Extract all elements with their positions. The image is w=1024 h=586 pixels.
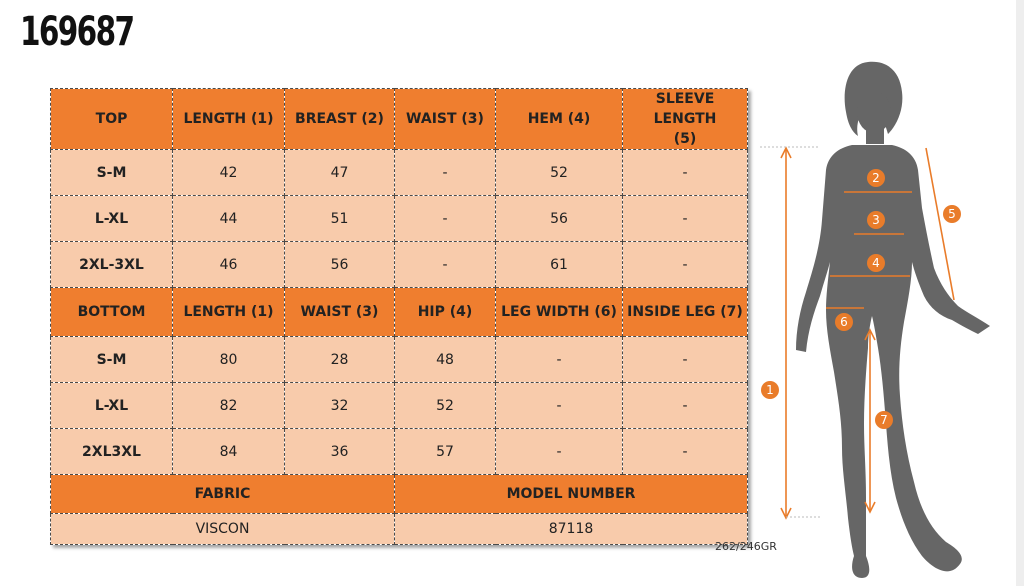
table-cell: 46 — [173, 242, 285, 288]
size-chart-table — [50, 88, 748, 545]
table-cell: 82 — [173, 383, 285, 429]
top-header-cell: BREAST (2) — [285, 89, 395, 150]
marker-1 — [761, 381, 779, 399]
bottom-header-cell: INSIDE LEG (7) — [623, 288, 748, 337]
marker-4 — [867, 254, 885, 272]
table-cell: 52 — [395, 383, 496, 429]
top-header-cell: HEM (4) — [496, 89, 623, 150]
size-label: L-XL — [51, 196, 173, 242]
table-cell: - — [496, 337, 623, 383]
bottom-header-cell: LENGTH (1) — [173, 288, 285, 337]
table-row — [51, 429, 748, 475]
top-header-cell: SLEEVE LENGTH (5) — [623, 89, 748, 150]
table-cell: 84 — [173, 429, 285, 475]
table-cell: - — [395, 150, 496, 196]
marker-6 — [835, 313, 853, 331]
marker-5 — [943, 205, 961, 223]
table-cell: - — [623, 196, 748, 242]
woman-silhouette — [796, 62, 990, 578]
svg-text:2: 2 — [872, 171, 880, 185]
table-row — [51, 337, 748, 383]
body-measurement-figure — [760, 55, 1016, 586]
fabric-value-row — [51, 514, 748, 545]
marker-3 — [867, 211, 885, 229]
top-header-cell: WAIST (3) — [395, 89, 496, 150]
table-cell: - — [623, 337, 748, 383]
table-row — [51, 196, 748, 242]
product-code: 169687 — [20, 9, 134, 55]
table-cell: 44 — [173, 196, 285, 242]
table-cell: 47 — [285, 150, 395, 196]
table-cell: - — [496, 383, 623, 429]
fabric-label: FABRIC — [51, 475, 395, 514]
top-header-row — [51, 89, 748, 150]
table-cell: - — [395, 196, 496, 242]
table-cell: 56 — [496, 196, 623, 242]
size-label: S-M — [51, 337, 173, 383]
table-cell: 36 — [285, 429, 395, 475]
top-header-cell: TOP — [51, 89, 173, 150]
table-cell: 61 — [496, 242, 623, 288]
model-number-value: 87118 — [395, 514, 748, 545]
table-cell: 51 — [285, 196, 395, 242]
table-cell: 56 — [285, 242, 395, 288]
table-row — [51, 150, 748, 196]
table-cell: - — [623, 429, 748, 475]
svg-text:6: 6 — [840, 315, 848, 329]
marker-7 — [875, 411, 893, 429]
table-cell: - — [623, 383, 748, 429]
bottom-header-cell: BOTTOM — [51, 288, 173, 337]
size-label: S-M — [51, 150, 173, 196]
image-code: 262/246GR — [715, 540, 777, 553]
svg-text:3: 3 — [872, 213, 880, 227]
bottom-header-cell: WAIST (3) — [285, 288, 395, 337]
table-cell: 52 — [496, 150, 623, 196]
marker-2 — [867, 169, 885, 187]
table-row — [51, 383, 748, 429]
table-cell: - — [496, 429, 623, 475]
table-cell: - — [623, 242, 748, 288]
table-cell: 28 — [285, 337, 395, 383]
svg-text:5: 5 — [948, 207, 956, 221]
bottom-header-cell: HIP (4) — [395, 288, 496, 337]
svg-text:4: 4 — [872, 256, 880, 270]
right-edge-strip — [1016, 0, 1024, 586]
size-label: 2XL-3XL — [51, 242, 173, 288]
fabric-value: VISCON — [51, 514, 395, 545]
table-cell: - — [623, 150, 748, 196]
table-row — [51, 242, 748, 288]
bottom-header-row — [51, 288, 748, 337]
bottom-header-cell: LEG WIDTH (6) — [496, 288, 623, 337]
table-cell: 57 — [395, 429, 496, 475]
fabric-header-row — [51, 475, 748, 514]
svg-text:7: 7 — [880, 413, 888, 427]
table-cell: - — [395, 242, 496, 288]
table-cell: 48 — [395, 337, 496, 383]
svg-text:1: 1 — [766, 383, 774, 397]
top-header-cell: LENGTH (1) — [173, 89, 285, 150]
table-cell: 32 — [285, 383, 395, 429]
model-number-label: MODEL NUMBER — [395, 475, 748, 514]
table-cell: 42 — [173, 150, 285, 196]
table-cell: 80 — [173, 337, 285, 383]
size-label: 2XL3XL — [51, 429, 173, 475]
size-label: L-XL — [51, 383, 173, 429]
